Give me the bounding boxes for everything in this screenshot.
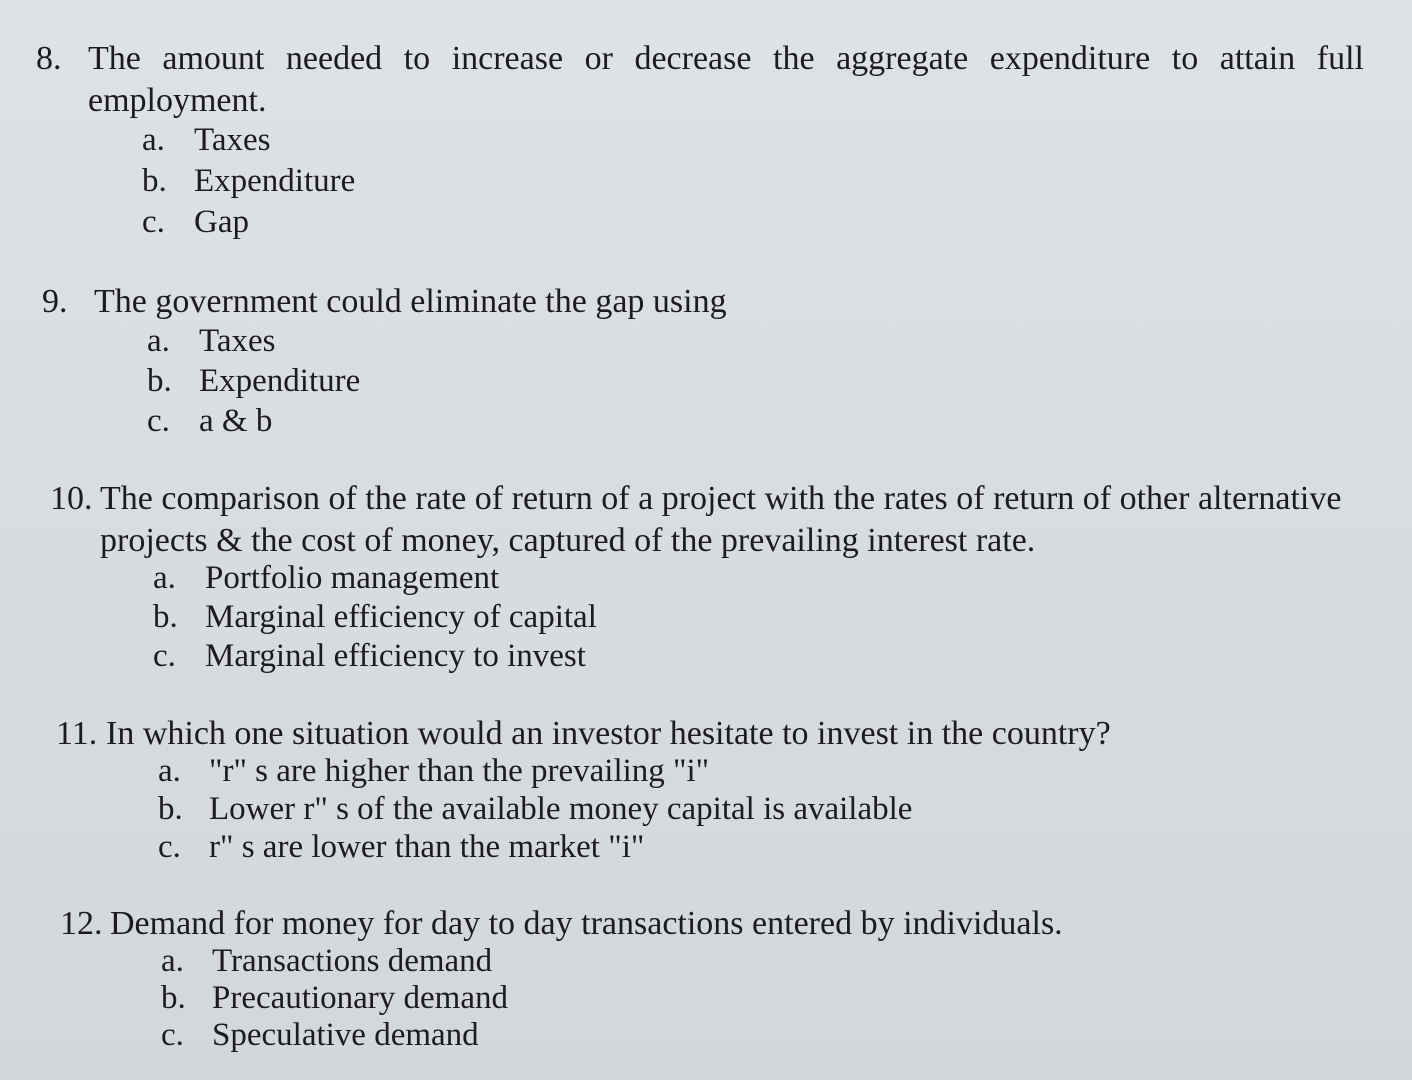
option-letter: b. <box>153 599 178 635</box>
question-number: 9. <box>42 283 68 320</box>
option-letter: b. <box>161 980 186 1016</box>
option-letter: b. <box>147 363 172 399</box>
option-letter: b. <box>158 791 183 827</box>
option-letter: b. <box>142 163 167 199</box>
question-text: The comparison of the rate of return of a project with the rates of return of other alternative projects & the cost of money, captured of the prevailing interest rate. <box>100 480 1342 559</box>
option-text: Portfolio management <box>205 560 500 596</box>
question-text: Demand for money for day to day transactions entered by individuals. <box>110 905 1063 942</box>
option-text: Taxes <box>194 122 271 158</box>
question-text: The government could eliminate the gap using <box>94 283 727 320</box>
question-number: 8. <box>36 40 62 77</box>
option-text: Transactions demand <box>212 943 493 979</box>
option-text: r" s are lower than the market "i" <box>209 829 645 865</box>
option-letter: c. <box>161 1017 184 1053</box>
question-text: In which one situation would an investor hesitate to invest in the country? <box>106 715 1111 752</box>
option-letter: c. <box>142 204 165 240</box>
option-text: a & b <box>199 403 273 439</box>
option-text: Marginal efficiency of capital <box>205 599 597 635</box>
question-number: 10. <box>50 480 93 517</box>
option-text: Precautionary demand <box>212 980 508 1016</box>
option-letter: c. <box>153 638 176 674</box>
option-letter: a. <box>161 943 184 979</box>
option-letter: a. <box>142 122 165 158</box>
question-text: The amount needed to increase or decrease the aggregate expenditure to attain full employment. <box>88 40 1364 119</box>
option-text: Speculative demand <box>212 1017 479 1053</box>
option-text: Taxes <box>199 323 276 359</box>
option-text: Expenditure <box>194 163 356 199</box>
option-letter: c. <box>158 829 181 865</box>
option-letter: a. <box>147 323 170 359</box>
option-text: Expenditure <box>199 363 361 399</box>
option-letter: c. <box>147 403 170 439</box>
option-text: Marginal efficiency to invest <box>205 638 586 674</box>
question-number: 11. <box>56 715 98 752</box>
option-letter: a. <box>158 753 181 789</box>
option-letter: a. <box>153 560 176 596</box>
option-text: Lower r" s of the available money capital is available <box>209 791 913 827</box>
option-text: "r" s are higher than the prevailing "i" <box>209 753 710 789</box>
option-text: Gap <box>194 204 249 240</box>
question-number: 12. <box>60 905 103 942</box>
